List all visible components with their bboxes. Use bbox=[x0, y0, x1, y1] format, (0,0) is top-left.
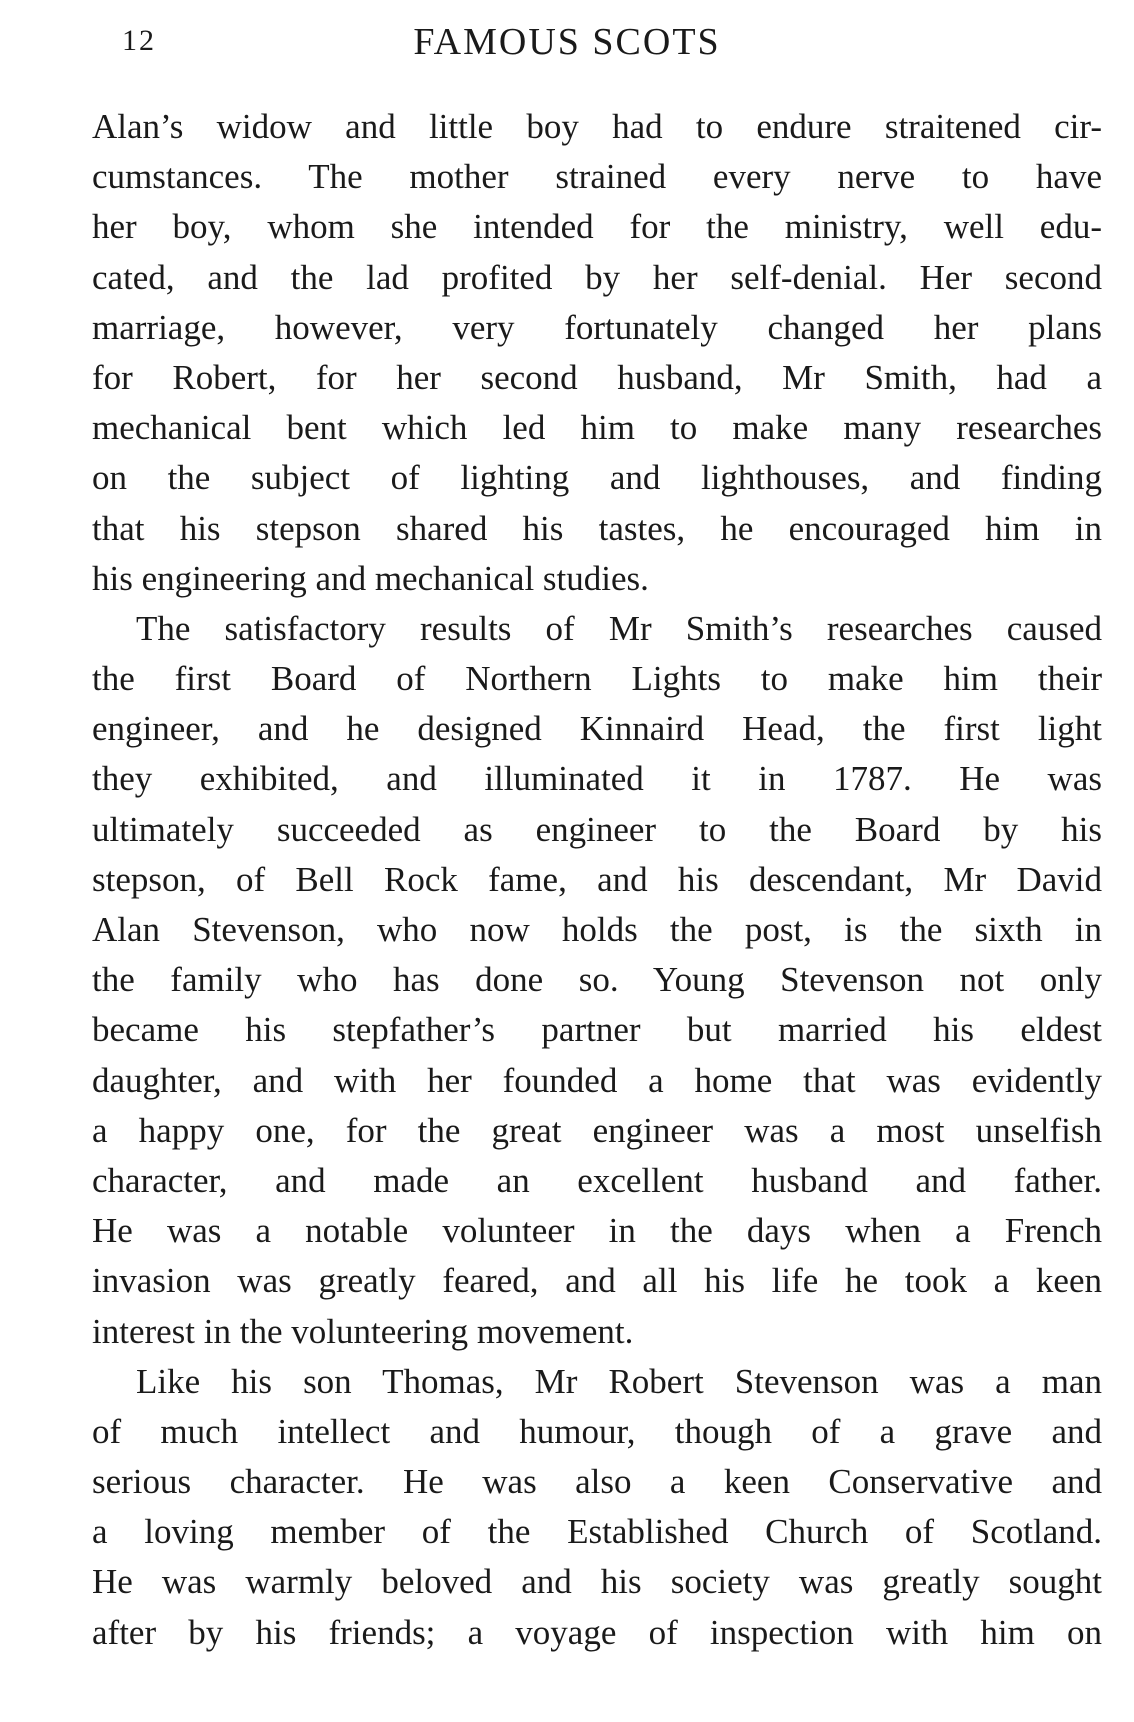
text-line: mechanical bent which led him to make many researches bbox=[92, 408, 1102, 448]
page-header bbox=[0, 18, 1134, 68]
text-line: daughter, and with her founded a home that was evidently bbox=[92, 1060, 1102, 1100]
text-line: invasion was greatly feared, and all his life he took a keen bbox=[92, 1261, 1102, 1301]
text-line: after by his friends; a voyage of inspection with him on bbox=[92, 1612, 1102, 1652]
text-line: stepson, of Bell Rock fame, and his descendant, Mr David bbox=[92, 859, 1102, 899]
text-line: ultimately succeeded as engineer to the Board by his bbox=[92, 809, 1102, 849]
paragraph-start-line: Like his son Thomas, Mr Robert Stevenson was a man bbox=[136, 1361, 1102, 1401]
text-line: Alan’s widow and little boy had to endure straitened cir- bbox=[92, 107, 1102, 146]
text-line: Alan Stevenson, who now holds the post, is the sixth in bbox=[92, 910, 1102, 949]
text-line: for Robert, for her second husband, Mr Smith, had a bbox=[92, 357, 1102, 397]
text-line: they exhibited, and illuminated it in 1787. He was bbox=[92, 759, 1102, 799]
text-line: a happy one, for the great engineer was a most unselfish bbox=[92, 1110, 1102, 1150]
page-number: 12 bbox=[122, 24, 156, 57]
text-line: engineer, and he designed Kinnaird Head, the first light bbox=[92, 709, 1102, 749]
text-line: the family who has done so. Young Stevenson not only bbox=[92, 960, 1102, 1000]
running-head: FAMOUS SCOTS bbox=[413, 21, 721, 63]
text-line: her boy, whom she intended for the ministry, well edu- bbox=[92, 207, 1102, 247]
text-line: marriage, however, very fortunately changed her plans bbox=[92, 307, 1102, 347]
text-line: on the subject of lighting and lighthouses, and finding bbox=[92, 458, 1102, 498]
text-line: He was warmly beloved and his society was greatly sought bbox=[92, 1562, 1102, 1602]
body-text bbox=[92, 102, 1102, 1658]
text-line: character, and made an excellent husband and father. bbox=[92, 1160, 1102, 1200]
text-line: became his stepfather’s partner but married his eldest bbox=[92, 1010, 1102, 1050]
text-line: a loving member of the Established Church of Scotland. bbox=[92, 1512, 1102, 1552]
text-line: cumstances. The mother strained every nerve to have bbox=[92, 157, 1102, 197]
paragraph-end-line: his engineering and mechanical studies. bbox=[92, 558, 649, 598]
text-line: serious character. He was also a keen Conservative and bbox=[92, 1462, 1102, 1502]
text-line: that his stepson shared his tastes, he encouraged him in bbox=[92, 508, 1102, 548]
paragraph-end-line: interest in the volunteering movement. bbox=[92, 1311, 634, 1351]
text-line: of much intellect and humour, though of a grave and bbox=[92, 1411, 1102, 1451]
text-line: He was a notable volunteer in the days when a French bbox=[92, 1211, 1102, 1251]
text-line: cated, and the lad profited by her self-denial. Her second bbox=[92, 257, 1102, 297]
text-line: the first Board of Northern Lights to make him their bbox=[92, 659, 1102, 699]
paragraph-start-line: The satisfactory results of Mr Smith’s researches caused bbox=[136, 608, 1102, 648]
